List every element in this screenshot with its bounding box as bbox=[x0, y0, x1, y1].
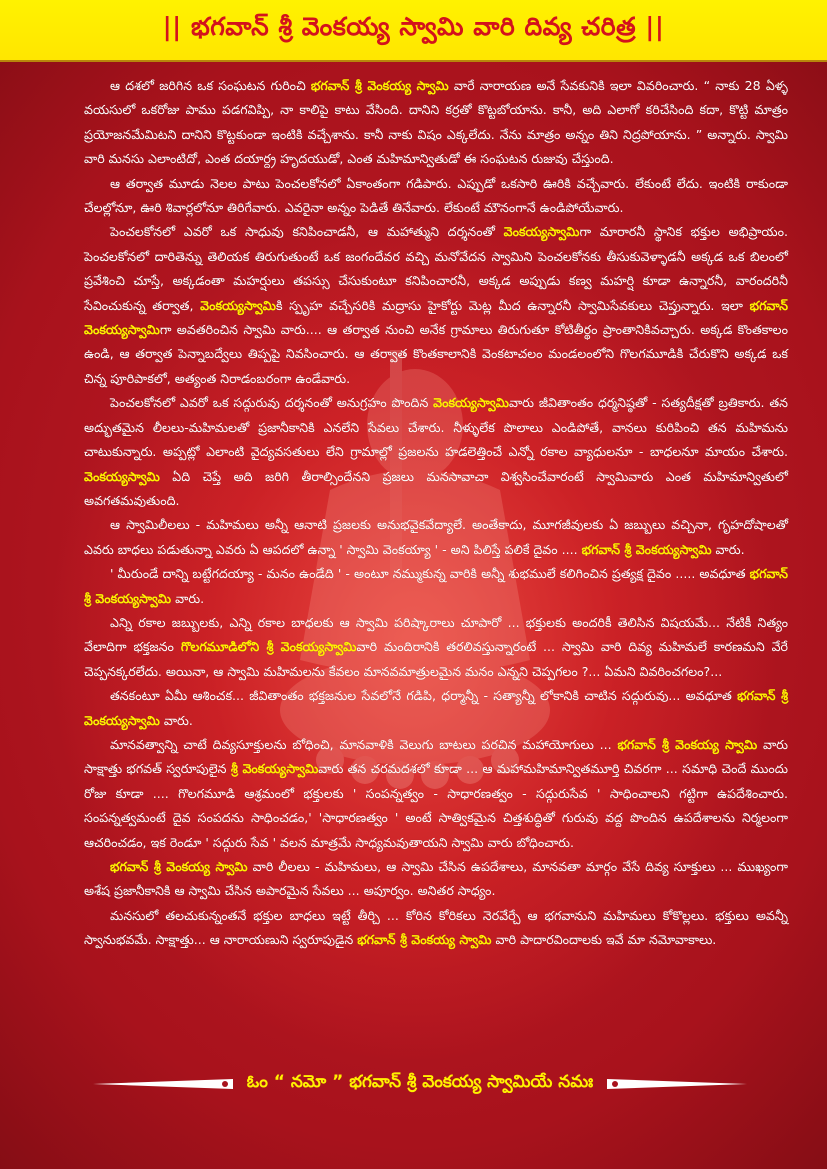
paragraph-text: ఆ స్వామిలీలలు - మహిమలు అన్నీ ఆనాటి ప్రజలకు అనుభవైకవేద్యాలే. అంతేకాదు, మూగజీవులకు ఏ జబ్బులు వచ్చినా, గృహదోషాలతో ఎవరు బాధలు పడుతున్నా ఎవరు ఏ ఆపదలో ఉన్నా ' స్వామి వెంకయ్యా ' - అని పిలిస్తే పలికే దైవం .... bbox=[84, 517, 788, 557]
paragraph-text: వారు తన చరమదశలో కూడా ... ఆ మహామహిమాన్వితమూర్తి చివరగా ... సమాధి చెందే ముందు రోజు కూడా .... గొలగమూడి ఆశ్రమంలో భక్తులకు ' సంపన్నత్వం - సాధారణత్వం - సద్గురుసేవ ' సాధించాలని గట్టిగా ఉపదేశించారు. సంపన్నత్వమంటే దైవ సంపదను సాధించడం,' 'సాధారణత్వం ' అంటే సాత్వికమైన చిత్తశుద్ధితో గురువు వద్ద పొందిన ఉపదేశాలను నిర్మలంగా ఆచరించడం, ఇక రెండూ ' సద్గురు సేవ ' వలన మాత్రమే సాధ్యమవుతాయని స్వామి వారు బోధించారు. bbox=[84, 761, 788, 850]
highlighted-name: వెంకయ్యస్వామి bbox=[84, 468, 160, 484]
highlighted-name: శ్రీ వెంకయ్యస్వామి bbox=[230, 761, 319, 777]
highlighted-name: భగవాన్ శ్రీ వెంకయ్యస్వామి bbox=[84, 566, 788, 606]
paragraph-text: మానవత్వాన్ని చాటే దివ్యసూక్తులను బోధించి, మానవాళికి వెలుగు బాటలు పరచిన మహాయోగులు ... bbox=[110, 736, 618, 752]
highlighted-name: భగవాన్ శ్రీ వెంకయ్య స్వామి bbox=[110, 859, 248, 874]
paragraph-text: వారి లీలలు - మహిమలు, ఆ స్వామి చేసిన ఉపదేశాలు, మానవతా మార్గం వేసే దివ్య సూక్తులు ... ముఖ్యంగా అశేష ప్రజానీకానికి ఆ స్వామి చేసిన అపారమైన సేవలు ... అపూర్వం. అనితర సాధ్యం. bbox=[84, 859, 788, 899]
paragraph-text: వారు. bbox=[171, 590, 205, 606]
paragraph-text: ' మీరుండే దాన్ని బట్టేగదయ్యా - మనం ఉండేది ' - అంటూ నమ్ముకున్న వారికి అన్నీ శుభములే కలిగించిన ప్రత్యక్ష దైవం ..... అవధూత bbox=[110, 566, 750, 582]
page-title: || భగవాన్ శ్రీ వెంకయ్య స్వామి వారి దివ్య చరిత్ర || bbox=[162, 12, 665, 41]
right-ornament-icon bbox=[607, 1077, 747, 1091]
paragraph bbox=[84, 904, 788, 953]
highlighted-name: భగవాన్ శ్రీ వెంకయ్యస్వామి bbox=[581, 541, 712, 557]
paragraph bbox=[84, 733, 788, 855]
highlighted-name: వెంకయ్యస్వామి bbox=[200, 297, 276, 313]
paragraph-text: తనకంటూ ఏమీ ఆశించక... జీవితాంతం భక్తజనుల సేవలోనే గడిపి, ధర్మాన్నీ - సత్యాన్నీ లోకానికి చాటిన సద్గురువు... అవధూత bbox=[110, 688, 738, 704]
highlighted-name: భగవాన్ వెంకయ్యస్వామి bbox=[84, 297, 788, 338]
paragraph-text: వారు జీవితాంతం ధర్మనిష్ఠతో - సత్యదీక్షతో బ్రతికారు. తన అద్భుతమైన లీలలు-మహిమలతో ప్రజానీకానికి ఎనలేని సేవలు చేశారు. నీళ్ళులేక పొలాలు ఎండిపోతే, వానలు కురిపించి తన మహిమను చాటుకున్నారు. అప్పట్లో ఎలాంటి వైద్యవసతులు లేని గ్రామాల్లో ప్రజలను హడలెత్తించే ఎన్నో రకాల వ్యాధులనూ - బాధలనూ మాయం చేశారు. bbox=[84, 395, 788, 460]
paragraph-text: ఆ దశలో జరిగిన ఒక సంఘటన గురించి bbox=[110, 78, 311, 93]
paragraph-text: వారు సాక్షాత్తు భగవత్ స్వరూపులైన bbox=[84, 736, 788, 777]
paragraph-text: వారు. bbox=[711, 541, 745, 557]
paragraph-text: కి స్పృహ వచ్చేసరికి మద్రాసు హైకోర్టు మెట్ల మీద ఉన్నారనీ స్వామిసేవకులు చెప్తున్నారు. ఇలా bbox=[275, 297, 750, 313]
paragraph-text: వారి పాదారవిందాలకు ఇవే మా నమోవాకాలు. bbox=[491, 932, 717, 948]
paragraph-text: పెంచలకోనలో ఎవరో ఒక సాధువు కనిపించాడనీ, ఆ మహాత్ముని దర్శనంతో bbox=[110, 224, 504, 240]
header-banner bbox=[0, 0, 827, 62]
paragraph-text: వారు. bbox=[159, 712, 193, 728]
paragraph-text: ఆ తర్వాత మూడు నెలల పాటు పెంచలకోనలో ఏకాంతంగా గడిపారు. ఎప్పుడో ఒకసారి ఊరికి వచ్చేవారు. లేకుంటే లేదు. ఇంటికి రాకుండా చేలల్లోనూ, ఊరి శివార్లలోనూ తిరిగేవారు. ఎవరైనా అన్నం పెడితే తినేవారు. లేకుంటే మౌనంగానే ఉండిపోయేవారు. bbox=[84, 175, 788, 216]
paragraph-text: మనసులో తలచుకున్నంతనే భక్తుల బాధలు ఇట్టే తీర్చి ... కోరిన కోరికలు నెరవేర్చే ఆ భగవానుని మహిమలు కోకొల్లలు. భక్తులు అవన్నీ స్వానుభవమే. సాక్షాత్తు... ఆ నారాయణుని స్వరూపుడైన bbox=[84, 907, 788, 948]
paragraph bbox=[84, 391, 788, 513]
paragraph bbox=[84, 684, 788, 733]
highlighted-name: భగవాన్ శ్రీ వెంకయ్యస్వామి bbox=[84, 688, 788, 728]
footer-mantra bbox=[100, 1067, 740, 1101]
left-ornament-icon bbox=[93, 1077, 233, 1091]
footer-text: ఓం “ నమో ” భగవాన్ శ్రీ వెంకయ్య స్వామియే నమః bbox=[246, 1072, 594, 1092]
paragraph bbox=[84, 172, 788, 221]
highlighted-name: భగవాన్ శ్రీ వెంకయ్య స్వామి bbox=[357, 932, 492, 948]
paragraph-text: గా అవతరించిన స్వామి వారు.... ఆ తర్వాత నుంచి అనేక గ్రామాలు తిరుగుతూ కోటితీర్థం ప్రాంతానికివచ్చారు. అక్కడ కొంతకాలం ఉండి, ఆ తర్వాత పెన్నాబద్వేలు తిప్పపై నివసించారు. ఆ తర్వాత కొంతకాలానికి వెంకటాచలం మండలంలోని గొలగమూడికి చేరుకొని అక్కడ ఒక చిన్న పూరిపాకలో, అత్యంత నిరాడంబరంగా ఉండేవారు. bbox=[84, 322, 788, 386]
paragraph bbox=[84, 562, 788, 611]
paragraph bbox=[84, 74, 788, 172]
highlighted-name: వెంకయ్యస్వామి bbox=[433, 395, 509, 411]
paragraph bbox=[84, 855, 788, 904]
highlighted-name: గొలగమూడిలోని శ్రీ వెంకయ్యస్వామి bbox=[180, 639, 357, 655]
paragraph bbox=[84, 513, 788, 562]
highlighted-name: భగవాన్ శ్రీ వెంకయ్య స్వామి bbox=[617, 736, 758, 752]
paragraph-text: పెంచలకోనలో ఎవరో ఒక సద్గురువు దర్శనంతో అనుగ్రహం పొందిన bbox=[110, 395, 434, 411]
paragraph-text: గా మారారనీ స్థానిక భక్తుల అభిప్రాయం. పెంచలకోనలో దారితెన్ను తెలియక తిరుగుతుంటే ఒక జంగందేవర వచ్చి మనోవేదన స్వామిని పెంచలకోనకు తీసుకువెళ్ళాడనీ అక్కడ ఒక బిలంలో ప్రవేశించి చూస్తే, అక్కడంతా మహర్షులు తపస్సు చేసుకుంటూ కనిపించారనీ, అక్కడ అప్పుడు కణ్వ మహర్షి కూడా ఉన్నారనీ, వారందరినీ సేవించుకున్న తర్వాత, bbox=[84, 224, 788, 313]
article-body bbox=[84, 74, 788, 953]
paragraph bbox=[84, 611, 788, 684]
paragraph-text: ఏది చెప్తే అది జరిగి తీరాల్సిందేనని ప్రజలు మనసావాచా విశ్వసించేవారంటే స్వామివారు ఎంత మహిమాన్వితులో అవగతమవుతుంది. bbox=[84, 468, 788, 508]
paragraph bbox=[84, 220, 788, 391]
highlighted-name: భగవాన్ శ్రీ వెంకయ్య స్వామి bbox=[310, 78, 449, 93]
paragraph-text: వారే నారాయణ అనే సేవకునికి ఇలా వివరించారు. “ నాకు 28 ఏళ్ళ వయసులో ఒకరోజు పాము పడగవిప్పి, నా కాలిపై కాటు వేసింది. దానిని కర్రతో కొట్టబోయాను. కానీ, అది ఎలాగో కరిచేసింది కదా, కొట్టి మాత్రం ప్రయోజనమేమిటని దానిని కొట్టకుండా ఇంటికి వచ్చేశాను. కానీ నాకు విషం ఎక్కలేదు. నేను మాత్రం అన్నం తిని నిద్రపోయాను. ” అన్నారు. స్వామి వారి మనసు ఎలాంటిదో, ఎంత దయార్ద్ర హృదయుడో, ఎంత మహిమాన్వితుడో ఈ సంఘటన రుజువు చేస్తుంది. bbox=[84, 78, 788, 167]
highlighted-name: వెంకయ్యస్వామి bbox=[503, 224, 580, 240]
paragraph-text: ఎన్ని రకాల జబ్బులకు, ఎన్ని రకాల బాధలకు ఆ స్వామి పరిష్కారాలు చూపారో ... భక్తులకు అందరికీ తెలిసిన విషయమే... నేటికీ నిత్యం వేలాదిగా భక్తజనం bbox=[84, 614, 788, 655]
paragraph-text: వారి మందిరానికి తరలివస్తున్నారంటే ... స్వామి వారి దివ్య మహిమలే కారణమని వేరే చెప్పనక్కరలేదు. అయినా, ఆ స్వామి మహిమలను కేవలం మానవమాత్రులమైన మనం ఎన్నని చెప్పగలం ?... ఏమని వివరించగలం?... bbox=[84, 639, 788, 679]
